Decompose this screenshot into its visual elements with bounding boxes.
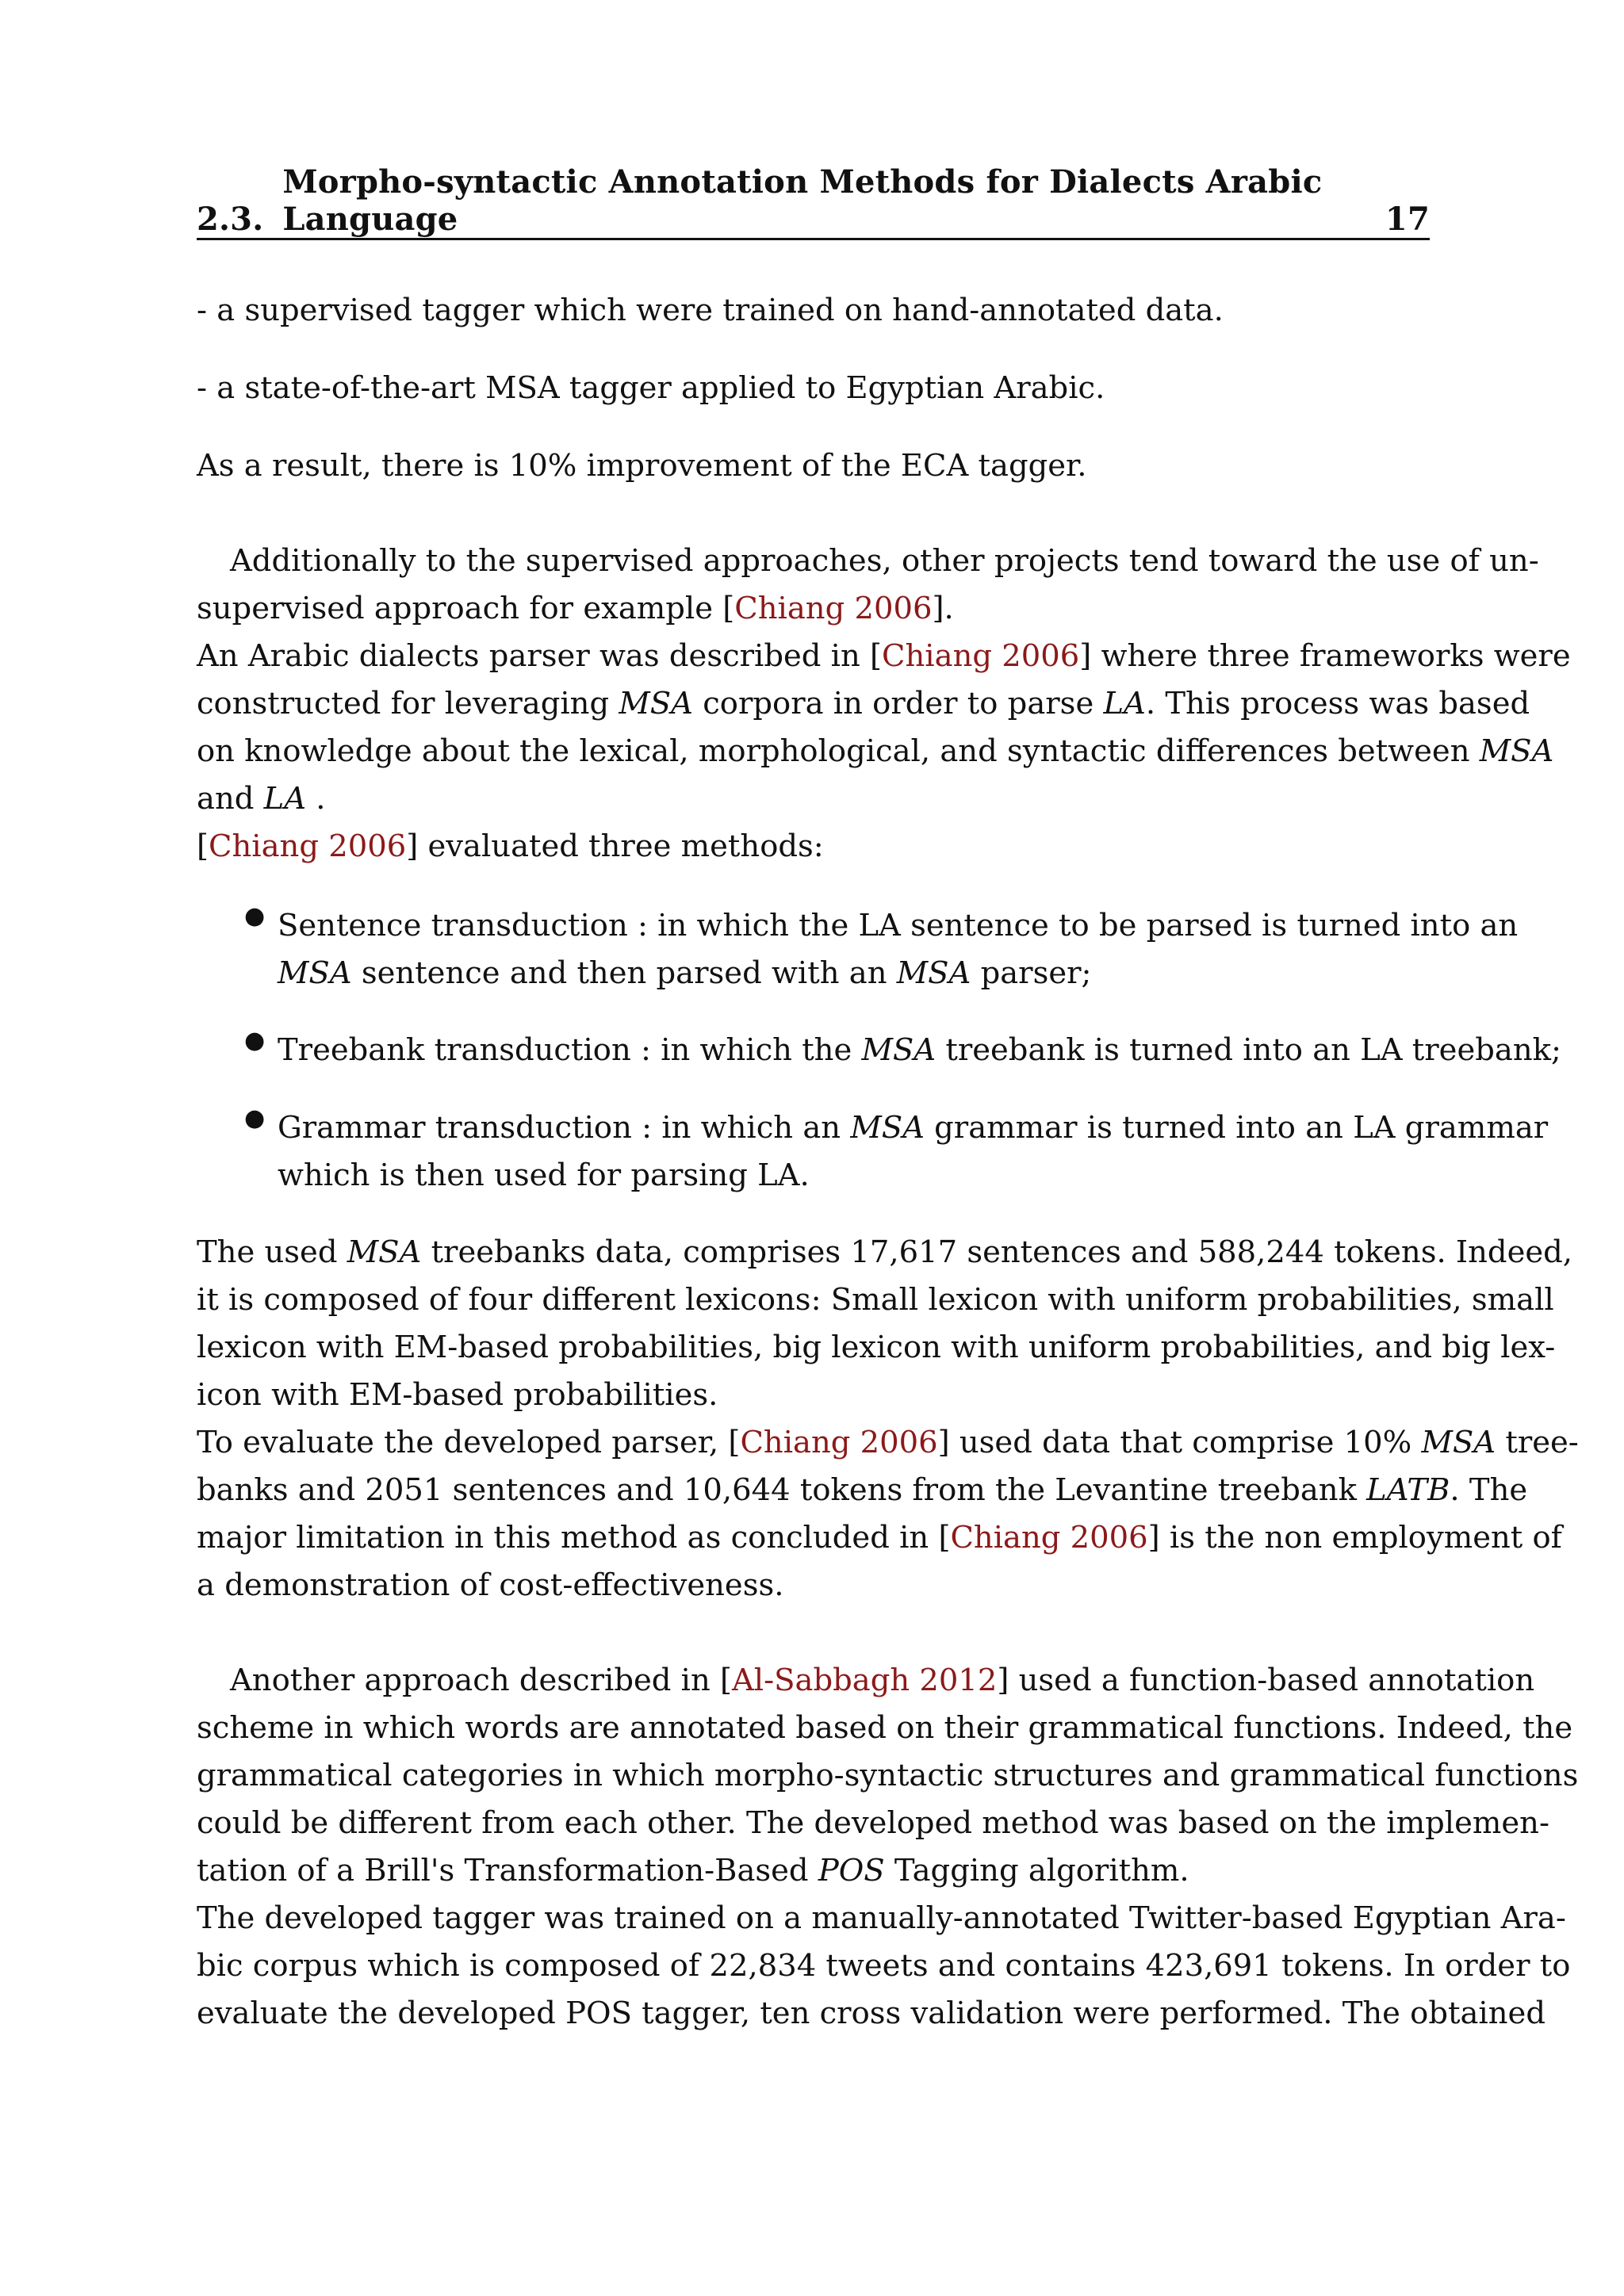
paragraph-alsabbagh xyxy=(197,1657,1579,2038)
math-term: MSA xyxy=(850,1110,925,1146)
running-header xyxy=(197,163,1430,240)
intro-item-2: - a state-of-the-art MSA tagger applied to Egyptian Arabic. xyxy=(197,370,1105,406)
p3-line-1: The used MSA treebanks data, comprises 17,617 sentences and 588,244 tokens. Indeed, xyxy=(197,1234,1573,1270)
math-term: MSA xyxy=(861,1032,936,1068)
bullet-icon: ● xyxy=(244,902,266,930)
math-term: MSA xyxy=(347,1234,422,1270)
p4-line-2: scheme in which words are annotated based on their grammatical functions. Indeed, the xyxy=(197,1710,1573,1746)
math-term: LA xyxy=(263,781,307,817)
page-number: 17 xyxy=(1385,201,1430,238)
math-term: MSA xyxy=(896,955,971,991)
p4-line-4: could be different from each other. The developed method was based on the implemen- xyxy=(197,1805,1549,1841)
citation-link[interactable]: Al-Sabbagh 2012 xyxy=(732,1663,998,1698)
section-title: Morpho-syntactic Annotation Methods for Dialects Arabic Language xyxy=(282,163,1323,238)
math-term: MSA xyxy=(1479,733,1554,769)
p3-line-3: lexicon with EM-based probabilities, big lexicon with uniform probabilities, and big lex- xyxy=(197,1330,1556,1365)
math-term: MSA xyxy=(619,686,693,721)
p2-line-3: An Arabic dialects parser was described in [Chiang 2006] where three frameworks were xyxy=(197,638,1571,674)
p2-line-7: [Chiang 2006] evaluated three methods: xyxy=(197,828,824,864)
p4-line-7: bic corpus which is composed of 22,834 tweets and contains 423,691 tokens. In order to xyxy=(197,1948,1571,1984)
math-term: LA xyxy=(1103,686,1146,721)
p3-line-5: To evaluate the developed parser, [Chiang 2006] used data that comprise 10% MSA tree- xyxy=(197,1425,1579,1460)
citation-link[interactable]: Chiang 2006 xyxy=(882,638,1080,674)
p3-line-7: major limitation in this method as concluded in [Chiang 2006] is the non employment of xyxy=(197,1520,1562,1556)
citation-link[interactable]: Chiang 2006 xyxy=(209,828,407,864)
p2-line-2: supervised approach for example [Chiang 2006]. xyxy=(197,591,954,626)
p3-line-6: banks and 2051 sentences and 10,644 tokens from the Levantine treebank LATB. The xyxy=(197,1472,1528,1508)
p4-line-1: Another approach described in [Al-Sabbagh 2012] used a function-based annotation xyxy=(230,1663,1535,1698)
page: 2.3. Morpho-syntactic Annotation Methods for Dialects Arabic Language 17 - a supervised tagger which were trained on hand-annotated data. - a state-of-the-art MSA tagger applied to Egyptian Arabic. As a result, there is 10% improvement of the ECA tagger. Additionally to the supervised approaches, other projects tend toward the use of un- supervised approach for example [Chiang 2006]. An Arabic dialects parser was described in [Chiang 2006] where three frameworks were constructed for leveraging MSA corpora in order to parse LA. This process was based on knowledge about the lexical, morphological, and syntactic differences between MSA and LA . [Chiang 2006] evaluated three methods: ● Sentence transduction : in which the LA sentence to be parsed is turned into an MSA sentence and then parsed with an MSA parser; ● Treebank transduction : in which the MSA treebank is turned into an LA treebank; ● Grammar transduction : in which an MSA grammar is turned into an LA grammar which is then used for parsing LA. The used MSA treebanks data, comprises 17,617 sentences and 588,244 tokens. Indeed, it is composed of four different lexicons: Small lexicon with uniform probabilities, small lexicon with EM-based probabilities, big lexicon with uniform probabilities, and big lex- icon with EM-based probabilities. To evaluate the developed parser, [Chiang 2006] used data that comprise 10% MSA tree- banks and 2051 sentences and 10,644 tokens from the Levantine treebank LATB. The major limitation in this method as concluded in [Chiang 2006] is the non employment of a demonstration of cost-effectiveness. Another approach described in [Al-Sabbagh 2012] used a function-based annotation scheme in which words are annotated based on their grammatical functions. Indeed, the grammatical categories in which morpho-syntactic structures and grammatical functions could be different from each other. The developed method was based on the implemen- tation of a Brill's Transformation-Based POS Tagging algorithm. The developed tagger was trained on a manually-annotated Twitter-based Egyptian Ara- bic corpus which is composed of 22,834 tweets and contains 423,691 tokens. In order to evaluate the developed POS tagger, ten cross validation were performed. The obtained xyxy=(197,0,1430,2296)
citation-link[interactable]: Chiang 2006 xyxy=(950,1520,1148,1556)
result-line: As a result, there is 10% improvement of the ECA tagger. xyxy=(197,448,1087,484)
p2-line-4: constructed for leveraging MSA corpora in order to parse LA. This process was based xyxy=(197,686,1530,721)
bullet-icon: ● xyxy=(244,1104,266,1132)
math-term: MSA xyxy=(278,955,352,991)
paragraph-treebanks xyxy=(197,1229,1579,1609)
intro-item-1: - a supervised tagger which were trained on hand-annotated data. xyxy=(197,293,1224,328)
p2-line-5: on knowledge about the lexical, morphological, and syntactic differences between MSA xyxy=(197,733,1554,769)
math-term: MSA xyxy=(1421,1425,1496,1460)
citation-link[interactable]: Chiang 2006 xyxy=(740,1425,938,1460)
math-term: LATB xyxy=(1366,1472,1450,1508)
bullet-icon: ● xyxy=(244,1027,266,1054)
p2-line-1: Additionally to the supervised approaches, other projects tend toward the use of un- xyxy=(230,543,1539,579)
citation-link[interactable]: Chiang 2006 xyxy=(734,591,933,626)
paragraph-chiang-intro xyxy=(197,538,1571,871)
math-term: POS xyxy=(818,1853,885,1888)
p4-line-5: tation of a Brill's Transformation-Based POS Tagging algorithm. xyxy=(197,1853,1189,1888)
section-number: 2.3. xyxy=(197,201,264,238)
p3-line-8: a demonstration of cost-effectiveness. xyxy=(197,1567,784,1603)
p4-line-6: The developed tagger was trained on a manually-annotated Twitter-based Egyptian Ara- xyxy=(197,1900,1566,1936)
p4-line-3: grammatical categories in which morpho-syntactic structures and grammatical functions xyxy=(197,1758,1579,1793)
p3-line-4: icon with EM-based probabilities. xyxy=(197,1377,718,1413)
p4-line-8: evaluate the developed POS tagger, ten cross validation were performed. The obtained xyxy=(197,1996,1545,2031)
p3-line-2: it is composed of four different lexicons: Small lexicon with uniform probabilities, small xyxy=(197,1282,1554,1318)
p2-line-6: and LA . xyxy=(197,781,326,817)
